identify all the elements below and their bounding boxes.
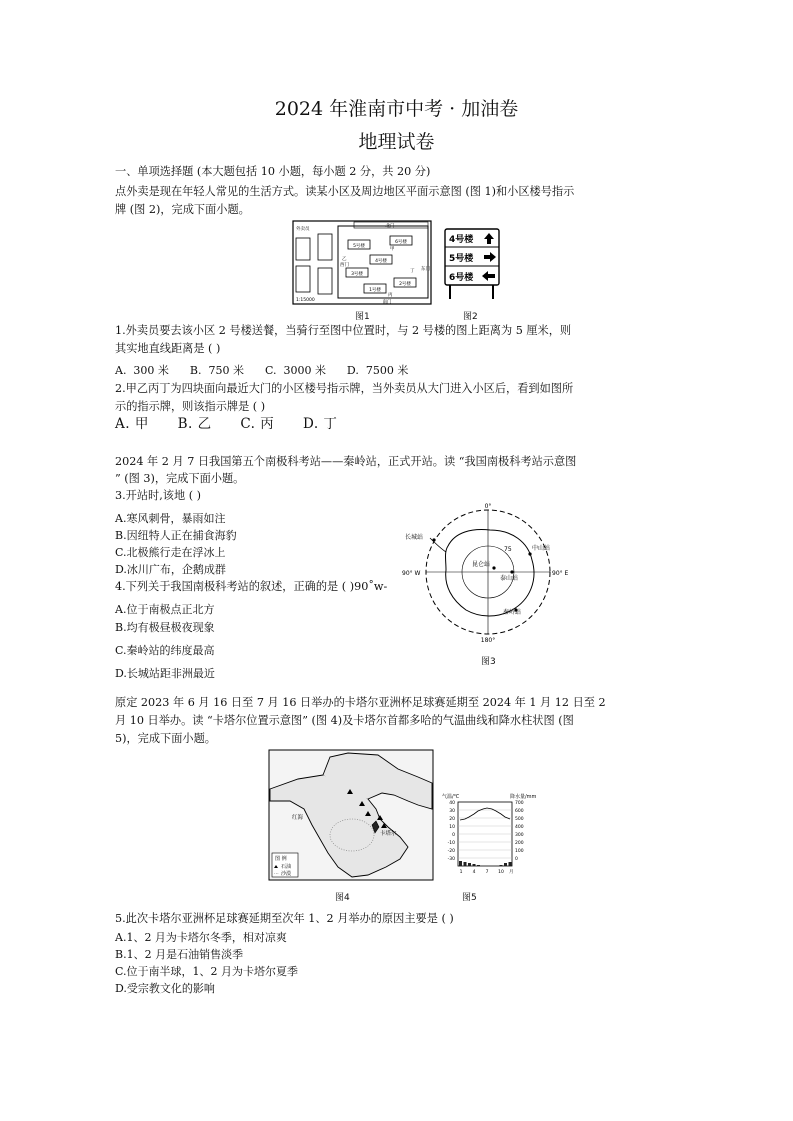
jia-marker: 甲 xyxy=(390,247,395,252)
question-2-options: A. 甲 B. 乙 C. 丙 D. 丁 xyxy=(115,416,338,432)
qatar-location-map-figure xyxy=(268,749,434,881)
scale-label: 1:15000 xyxy=(296,298,315,303)
temp-tick: 20 xyxy=(449,817,455,822)
question-5-option-b: B.1、2 月是石油销售淡季 xyxy=(115,948,244,961)
building-6-label: 6号楼 xyxy=(395,240,407,245)
temp-tick: -30 xyxy=(447,857,455,862)
exam-subtitle: 地理试卷 xyxy=(358,131,435,153)
taishan-station-label: 泰山站 xyxy=(500,575,519,582)
precip-bar xyxy=(500,865,503,866)
legend-title: 图 例 xyxy=(275,856,287,862)
south-gate-label: 南门 xyxy=(382,300,392,305)
precip-bar xyxy=(477,865,480,866)
antarctica-stations-figure xyxy=(400,502,585,652)
exam-title: 2024 年淮南市中考 · 加油卷 xyxy=(274,98,519,120)
intro-line: 5)，完成下面小题。 xyxy=(115,732,216,745)
meridian-180-label: 180° xyxy=(480,637,496,644)
meridian-90w-label: 90° W xyxy=(402,570,421,577)
question-4-option-b: B.均有极昼极夜现象 xyxy=(115,621,215,634)
building-4-label: 4号楼 xyxy=(375,259,387,264)
temp-tick: -20 xyxy=(447,849,455,854)
precip-bar xyxy=(468,863,471,866)
zhongshan-station-label: 中山站 xyxy=(532,545,551,552)
question-3-option-a: A.寒风刺骨，暴雨如注 xyxy=(115,512,226,525)
building-3-label: 3号楼 xyxy=(351,272,363,277)
meridian-90e-label: 90° E xyxy=(552,570,569,577)
yi-marker: 乙 xyxy=(342,257,347,262)
community-map-figure xyxy=(292,220,432,305)
question-4-option-c: C.秦岭站的纬度最高 xyxy=(115,644,215,657)
precip-tick: 400 xyxy=(515,825,524,830)
precip-tick: 700 xyxy=(515,801,524,806)
question-4-stem: 4.下列关于我国南极科考站的叙述，正确的是 ( )90˚w- xyxy=(115,580,388,593)
temp-tick: 10 xyxy=(449,825,455,830)
month-tick: 10 xyxy=(498,870,504,875)
question-5-stem: 5.此次卡塔尔亚洲杯足球赛延期至次年 1、2 月举办的原因主要是 ( ) xyxy=(115,912,454,925)
sign-5-label: 5号楼 xyxy=(449,254,474,264)
temp-tick: 0 xyxy=(452,833,455,838)
precip-bar xyxy=(473,864,476,866)
month-tick: 4 xyxy=(472,870,476,875)
precip-tick: 200 xyxy=(515,841,524,846)
legend-desert-label: 沙漠 xyxy=(281,871,292,877)
svg-text:···: ··· xyxy=(274,871,279,877)
question-3-stem: 3.开站时,该地 ( ) xyxy=(115,489,202,502)
ding-marker: 丁 xyxy=(410,269,415,274)
rider-label: 外卖员 xyxy=(296,227,310,232)
meridian-0-label: 0° xyxy=(484,503,492,510)
figure-1-caption: 图1 xyxy=(355,312,370,322)
temp-tick: -10 xyxy=(447,841,455,846)
question-5-option-c: C.位于南半球，1、2 月为卡塔尔夏季 xyxy=(115,965,299,978)
east-gate-label: 东门 xyxy=(421,267,430,272)
legend-oil-label: 石油 xyxy=(281,864,292,870)
question-4-option-d: D.长城站距非洲最近 xyxy=(115,667,215,680)
temp-tick: 30 xyxy=(449,809,455,814)
month-tick: 7 xyxy=(485,870,489,875)
question-2-stem: 2.甲乙丙丁为四块面向最近大门的小区楼号指示牌，当外卖员从大门进入小区后，看到如图所 xyxy=(115,382,574,395)
west-gate-label: 西门 xyxy=(340,263,349,268)
intro-line: 牌 (图 2)，完成下面小题。 xyxy=(115,203,250,216)
building-5-label: 5号楼 xyxy=(353,244,365,249)
precip-bar xyxy=(459,861,462,866)
temperature-axis-title: 气温/℃ xyxy=(442,794,460,800)
red-sea-label: 红海 xyxy=(292,815,304,821)
intro-line: 原定 2023 年 6 月 16 日至 7 月 16 日举办的卡塔尔亚洲杯足球赛延期至 2024 年 1 月 12 日至 2 xyxy=(115,696,606,709)
month-tick: 月 xyxy=(509,870,514,875)
building-signpost-figure xyxy=(444,228,500,300)
precip-tick: 100 xyxy=(515,849,524,854)
temp-tick: 40 xyxy=(449,801,455,806)
qatar-label: 卡塔尔 xyxy=(380,831,397,837)
figure-3-caption: 图3 xyxy=(481,657,496,667)
north-gate-label: 北门 xyxy=(385,224,395,229)
kunlun-station-label: 昆仑站 xyxy=(472,561,491,568)
question-1-stem: 其实地直线距离是 ( ) xyxy=(115,342,221,355)
precip-tick: 500 xyxy=(515,817,524,822)
precip-bar xyxy=(504,863,507,866)
precip-bar xyxy=(509,862,512,866)
month-tick: 1 xyxy=(459,870,463,875)
precip-tick: 0 xyxy=(515,857,518,862)
section-heading: 一、单项选择题 (本大题包括 10 小题，每小题 2 分，共 20 分) xyxy=(115,165,431,178)
question-3-option-d: D.冰川广布，企鹅成群 xyxy=(115,563,226,576)
intro-line: 月 10 日举办。读 “卡塔尔位置示意图” (图 4)及卡塔尔首都多哈的气温曲线和降水柱状图 (图 xyxy=(115,714,574,727)
precipitation-axis-title: 降水量/mm xyxy=(510,794,537,800)
intro-line: 2024 年 2 月 7 日我国第五个南极科考站——秦岭站，正式开站。读 “我国南极科考站示意图 xyxy=(115,455,577,468)
intro-line: 点外卖是现在年轻人常见的生活方式。读某小区及周边地区平面示意图 (图 1)和小区楼号指示 xyxy=(115,185,575,198)
precip-tick: 600 xyxy=(515,809,524,814)
figure-5-caption: 图5 xyxy=(462,893,477,903)
doha-climate-chart-figure xyxy=(440,792,546,880)
changcheng-station-label: 长城站 xyxy=(405,534,424,541)
question-2-stem: 示的指示牌，则该指示牌是 ( ) xyxy=(115,400,266,413)
figure-4-caption: 图4 xyxy=(335,893,350,903)
qinling-station-label: 秦岭站 xyxy=(503,609,522,616)
figure-2-caption: 图2 xyxy=(463,312,478,322)
question-4-option-a: A.位于南极点正北方 xyxy=(115,603,215,616)
question-1-options: A. 300 米 B. 750 米 C. 3000 米 D. 7500 米 xyxy=(115,364,409,377)
question-5-option-a: A.1、2 月为卡塔尔冬季，相对凉爽 xyxy=(115,931,287,944)
sign-4-label: 4号楼 xyxy=(449,235,474,245)
latitude-75-label: 75 xyxy=(504,546,512,553)
building-1-label: 1号楼 xyxy=(369,288,381,293)
bing-marker: 丙 xyxy=(388,293,393,298)
question-5-option-d: D.受宗教文化的影响 xyxy=(115,982,215,995)
sign-6-label: 6号楼 xyxy=(449,273,474,283)
question-3-option-b: B.因纽特人正在捕食海豹 xyxy=(115,529,237,542)
precip-tick: 300 xyxy=(515,833,524,838)
intro-line: ” (图 3)，完成下面小题。 xyxy=(115,472,245,485)
precip-bar xyxy=(464,862,467,866)
building-2-label: 2号楼 xyxy=(399,282,411,287)
question-1-stem: 1.外卖员要去该小区 2 号楼送餐，当骑行至图中位置时，与 2 号楼的图上距离为 5 厘米，则 xyxy=(115,324,572,337)
question-3-option-c: C.北极熊行走在浮冰上 xyxy=(115,546,226,559)
